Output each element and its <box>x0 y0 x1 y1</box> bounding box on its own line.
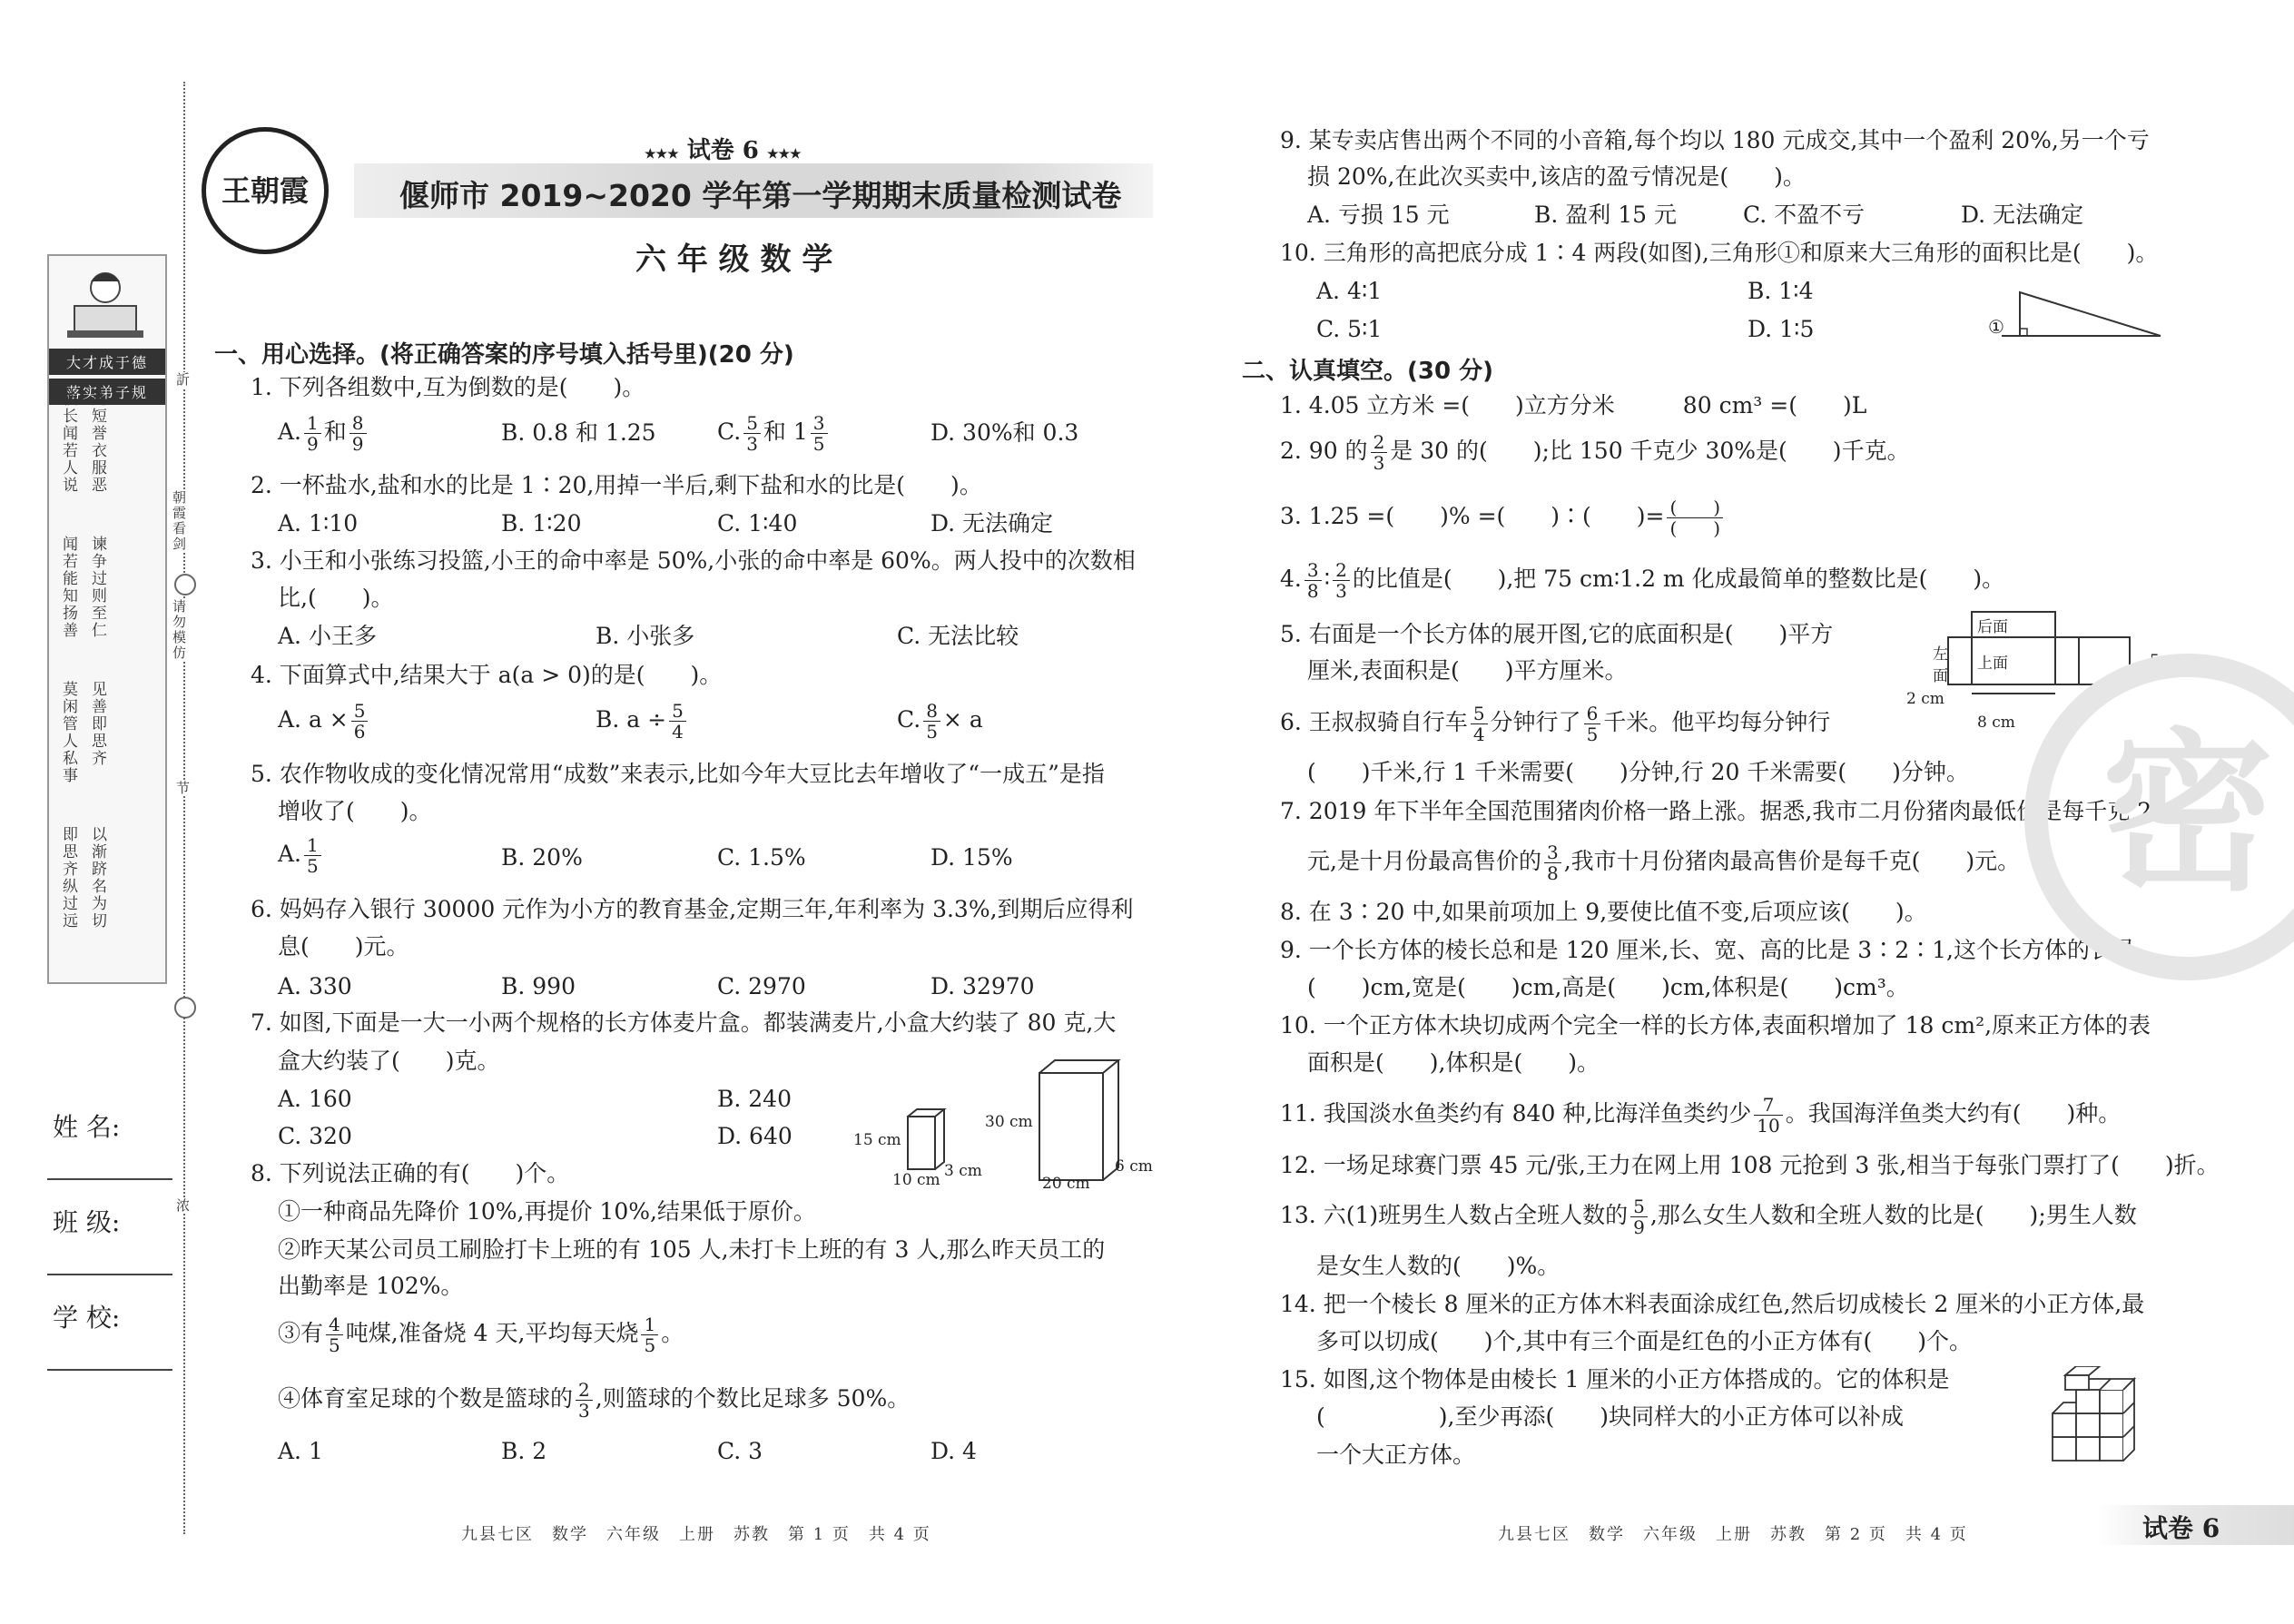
q8-statement-1: ①一种商品先降价 10%,再提价 10%,结果低于原价。 <box>278 1198 816 1225</box>
q8-option-b[interactable]: B. 2 <box>501 1438 547 1464</box>
fill-6-line-2: ( )千米,行 1 千米需要( )分钟,行 20 千米需要( )分钟。 <box>1307 759 1969 785</box>
q1-option-d[interactable]: D. 30%和 0.3 <box>930 419 1079 446</box>
right-page-footer: 九县七区 数学 六年级 上册 苏教 第 2 页 共 4 页 <box>1498 1525 1968 1544</box>
fill-9-line-2: ( )cm,宽是( )cm,高是( )cm,体积是( )cm³。 <box>1307 974 1909 1000</box>
q9-option-a[interactable]: A. 亏损 15 元 <box>1307 202 1450 228</box>
paper-number <box>645 132 802 165</box>
fill-15-line-2: ( ),至少再添( )块同样大的小正方体可以补成 <box>1316 1403 1904 1430</box>
q7-option-b[interactable]: B. 240 <box>717 1086 792 1112</box>
q7-option-c[interactable]: C. 320 <box>278 1123 352 1149</box>
q7-option-a[interactable]: A. 160 <box>278 1086 352 1112</box>
q5-option-a[interactable]: A. $\frac{1}{5}$ <box>278 835 324 876</box>
left-page-footer: 九县七区 数学 六年级 上册 苏教 第 1 页 共 4 页 <box>461 1525 931 1544</box>
net-back-label: 后面 <box>1977 618 2008 636</box>
question-3-line-2: 比,( )。 <box>278 585 394 611</box>
q2-option-d[interactable]: D. 无法确定 <box>930 510 1054 536</box>
net-length-label: 8 cm <box>1977 714 2015 732</box>
q8-statement-4: ④体育室足球的个数是篮球的 $\frac{2}{3}$ ,则篮球的个数比足球多 50%。 <box>278 1379 911 1422</box>
binding-label-4: 节 <box>174 781 191 796</box>
stacked-cubes-figure <box>2047 1366 2147 1471</box>
q7-option-d[interactable]: D. 640 <box>717 1123 793 1149</box>
fill-1: 1. 4.05 立方米 =( )立方分米 80 cm³ =( )L <box>1280 392 1867 418</box>
stars-left: ★★★ <box>645 147 679 162</box>
binding-label-5: 浓 <box>174 1198 191 1214</box>
fill-10-line-1: 10. 一个正方体木块切成两个完全一样的长方体,表面积增加了 18 cm²,原来正方体的表 <box>1280 1012 2151 1038</box>
scholar-figure-icon <box>49 256 162 347</box>
school-field[interactable] <box>47 1369 172 1371</box>
net-top-label: 上面 <box>1977 655 2008 673</box>
logo-text: 王朝霞 <box>221 173 309 208</box>
q4-option-c[interactable]: C. $\frac{8}{5}$ × a <box>897 700 983 743</box>
question-7-line-1: 7. 如图,下面是一大一小两个规格的长方体麦片盒。都装满麦片,小盒大约装了 80 克,大 <box>251 1009 1117 1036</box>
binding-label-1: 訢 <box>174 372 191 388</box>
q10-option-d[interactable]: D. 1∶5 <box>1748 316 1815 342</box>
q3-option-a[interactable]: A. 小王多 <box>278 623 377 649</box>
q8-option-a[interactable]: A. 1 <box>278 1438 323 1464</box>
question-4: 4. 下面算式中,结果大于 a(a > 0)的是( )。 <box>251 662 723 688</box>
q10-option-c[interactable]: C. 5∶1 <box>1316 316 1383 342</box>
sidebar-col-4: 谏争过则至仁 <box>88 536 106 639</box>
small-box-depth: 3 cm <box>944 1162 982 1180</box>
school-label: 学 校: <box>53 1303 121 1333</box>
q1-option-a[interactable]: A. $\frac{1}{9}$ 和 $\frac{8}{9}$ <box>278 413 369 454</box>
sidebar-banner-1: 大才成于德 <box>49 349 165 375</box>
q6-option-b[interactable]: B. 990 <box>501 973 576 999</box>
net-width-label: 5 cm <box>2150 652 2188 670</box>
sidebar-col-7: 即思齐纵过远 <box>59 826 77 930</box>
paper-no: 试卷 6 <box>686 137 759 164</box>
question-5-line-2: 增收了( )。 <box>278 798 432 824</box>
question-3-line-1: 3. 小王和小张练习投篮,小王的命中率是 50%,小张的命中率是 60%。两人投中的次数相 <box>251 547 1136 574</box>
q10-option-b[interactable]: B. 1∶4 <box>1748 278 1814 304</box>
question-6-line-1: 6. 妈妈存入银行 30000 元作为小方的教育基金,定期三年,年利率为 3.3%,到期后应得利 <box>251 896 1134 922</box>
fill-9-line-1: 9. 一个长方体的棱长总和是 120 厘米,长、宽、高的比是 3∶2∶1,这个长方体的长是 <box>1280 937 2135 963</box>
name-label: 姓 名: <box>53 1112 121 1142</box>
sidebar-col-2: 此短誉衣服恶 <box>88 390 106 494</box>
question-9-line-1: 9. 某专卖店售出两个不同的小音箱,每个均以 180 元成交,其中一个盈利 20%,另一个亏 <box>1280 127 2150 153</box>
brand-logo <box>202 127 329 254</box>
q8-statement-2-line-1: ②昨天某公司员工刷脸打卡上班的有 105 人,未打卡上班的有 3 人,那么昨天员工的 <box>278 1236 1106 1263</box>
large-box-height: 30 cm <box>985 1113 1033 1131</box>
q3-option-c[interactable]: C. 无法比较 <box>897 623 1019 649</box>
q9-option-b[interactable]: B. 盈利 15 元 <box>1534 202 1677 228</box>
q2-option-b[interactable]: B. 1∶20 <box>501 510 582 536</box>
fill-10-line-2: 面积是( ),体积是( )。 <box>1307 1049 1600 1076</box>
binding-line <box>183 82 185 1534</box>
binding-label-3: 请勿模仿 <box>171 599 187 661</box>
q2-option-c[interactable]: C. 1∶40 <box>717 510 798 536</box>
sidebar-col-5: 莫闲管人私事 <box>59 681 77 784</box>
subject-title: 六 年 级 数 学 <box>635 241 833 278</box>
q6-option-a[interactable]: A. 330 <box>278 973 352 999</box>
q1-option-b[interactable]: B. 0.8 和 1.25 <box>501 419 656 446</box>
q4-option-b[interactable]: B. a ÷ $\frac{5}{4}$ <box>596 701 689 742</box>
q8-statement-2-line-2: 出勤率是 102%。 <box>278 1273 464 1299</box>
fill-14-line-2: 多可以切成( )个,其中有三个面是红色的小正方体有( )个。 <box>1316 1328 1972 1354</box>
paper-tag-text: 试卷 6 <box>2142 1513 2220 1543</box>
sidebar-col-3: 闻若能知扬善 <box>59 536 77 639</box>
q6-option-d[interactable]: D. 32970 <box>930 973 1035 999</box>
exam-title: 偃师市 2019~2020 学年第一学期期末质量检测试卷 <box>399 178 1122 213</box>
q9-option-c[interactable]: C. 不盈不亏 <box>1743 202 1866 228</box>
fill-5-line-1: 5. 右面是一个长方体的展开图,它的底面积是( )平方 <box>1280 621 1834 647</box>
stars-right: ★★★ <box>766 147 802 162</box>
binding-label-2: 朝霞看剑 <box>171 490 187 552</box>
stamp-text: 密 <box>2101 712 2274 914</box>
fill-7-line-1: 7. 2019 年下半年全国范围猪肉价格一路上涨。据悉,我市二月份猪肉最低价是每千克 27 <box>1280 798 2167 824</box>
fill-14-line-1: 14. 把一个棱长 8 厘米的正方体木料表面涂成红色,然后切成棱长 2 厘米的小正方体,最 <box>1280 1291 2145 1317</box>
small-box <box>908 1109 944 1169</box>
binding-hole-2 <box>174 997 196 1019</box>
fill-15-line-1: 15. 如图,这个物体是由棱长 1 厘米的小正方体搭成的。它的体积是 <box>1280 1366 1950 1393</box>
name-field[interactable] <box>47 1178 172 1180</box>
question-9-line-2: 损 20%,在此次买卖中,该店的盈亏情况是( )。 <box>1307 163 1806 190</box>
net-height-label: 2 cm <box>1906 690 1944 708</box>
question-7-line-2: 盒大约装了( )克。 <box>278 1048 500 1074</box>
small-box-width: 10 cm <box>892 1171 940 1189</box>
fill-5-line-2: 厘米,表面积是( )平方厘米。 <box>1307 657 1628 684</box>
q9-option-d[interactable]: D. 无法确定 <box>1961 202 2084 228</box>
class-field[interactable] <box>47 1274 172 1275</box>
fill-3: 3. 1.25 =( )% =( )∶( )= $\frac{( )}{( )}$ <box>1280 497 1726 538</box>
question-10: 10. 三角形的高把底分成 1∶4 两段(如图),三角形①和原来大三角形的面积比是( )。 <box>1280 240 2159 266</box>
binding-hole-1 <box>174 574 196 595</box>
triangle-part-label: ① <box>1988 316 2004 338</box>
fill-13-line-1: 13. 六(1)班男生人数占全班人数的 $\frac{5}{9}$ ,那么女生人数和全班人数的比是( );男生人数 <box>1280 1196 2137 1238</box>
question-6-line-2: 息( )元。 <box>278 933 409 960</box>
question-5-line-1: 5. 农作物收成的变化情况常用“成数”来表示,比如今年大豆比去年增收了“一成五”是指 <box>251 761 1105 787</box>
net-left-label-2: 面 <box>1933 667 1948 685</box>
fill-7-line-2: 元,是十月份最高售价的 $\frac{3}{8}$ ,我市十月份猪肉最高售价是每千克( )元。 <box>1307 842 2021 884</box>
q5-option-b[interactable]: B. 20% <box>501 844 583 871</box>
sidebar-col-6: 见善即思齐 <box>88 681 106 767</box>
sidebar-banner-2: 落实弟子规 <box>49 379 165 405</box>
q4-option-a[interactable]: A. a × $\frac{5}{6}$ <box>278 701 370 742</box>
sidebar-col-1: 彼长闻若人说 <box>59 390 77 494</box>
question-8: 8. 下列说法正确的有( )个。 <box>251 1160 570 1186</box>
fill-6-line-1: 6. 王叔叔骑自行车 $\frac{5}{4}$ 分钟行了 $\frac{6}{5}$ 千米。他平均每分钟行 <box>1280 703 1831 745</box>
fill-12: 12. 一场足球赛门票 45 元/张,王力在网上用 108 元抢到 3 张,相当于每张门票打了( )折。 <box>1280 1152 2220 1178</box>
section-1-title: 一、用心选择。(将正确答案的序号填入括号里)(20 分) <box>214 341 794 369</box>
large-box <box>1039 1060 1118 1180</box>
fill-4: 4. $\frac{3}{8}$ ∶ $\frac{2}{3}$ 的比值是( ),把 75 cm∶1.2 m 化成最简单的整数比是( )。 <box>1280 559 2005 602</box>
fill-8: 8. 在 3∶20 中,如果前项加上 9,要使比值不变,后项应该( )。 <box>1280 899 1927 925</box>
q1-option-c[interactable]: C. $\frac{5}{3}$ 和 1 $\frac{3}{5}$ <box>717 413 831 454</box>
sidebar-col-8: 以渐跻名为切 <box>88 826 106 930</box>
section-2-title: 二、认真填空。(30 分) <box>1242 358 1493 385</box>
net-left-label-1: 左 <box>1933 645 1948 664</box>
large-box-width: 20 cm <box>1042 1175 1090 1193</box>
q2-option-a[interactable]: A. 1∶10 <box>278 510 359 536</box>
fill-15-line-3: 一个大正方体。 <box>1316 1442 1476 1468</box>
fill-11: 11. 我国淡水鱼类约有 840 种,比海洋鱼类约少 $\frac{7}{10}$ 。我国海洋鱼类大约有( )种。 <box>1280 1094 2122 1137</box>
fill-2: 2. 90 的 $\frac{2}{3}$ 是 30 的( );比 150 千克少 30%是( )千克。 <box>1280 431 1910 474</box>
small-box-height: 15 cm <box>853 1131 901 1149</box>
q5-option-c[interactable]: C. 1.5% <box>717 844 806 871</box>
q10-option-a[interactable]: A. 4∶1 <box>1316 278 1383 304</box>
question-1: 1. 下列各组数中,互为倒数的是( )。 <box>251 374 645 400</box>
large-box-depth: 6 cm <box>1115 1157 1153 1176</box>
paper-tag <box>2097 1505 2294 1545</box>
q3-option-b[interactable]: B. 小张多 <box>596 623 695 649</box>
q8-statement-3: ③有 $\frac{4}{5}$ 吨煤,准备烧 4 天,平均每天烧 $\frac{1}{5}$ 。 <box>278 1314 684 1356</box>
question-2: 2. 一杯盐水,盐和水的比是 1∶20,用掉一半后,剩下盐和水的比是( )。 <box>251 472 982 498</box>
q6-option-c[interactable]: C. 2970 <box>717 973 806 999</box>
triangle-figure <box>1979 272 2170 345</box>
class-label: 班 级: <box>53 1207 121 1237</box>
q8-option-c[interactable]: C. 3 <box>717 1438 763 1464</box>
fill-13-line-2: 是女生人数的( )%。 <box>1316 1253 1561 1279</box>
q8-option-d[interactable]: D. 4 <box>930 1438 977 1464</box>
q5-option-d[interactable]: D. 15% <box>930 844 1013 871</box>
